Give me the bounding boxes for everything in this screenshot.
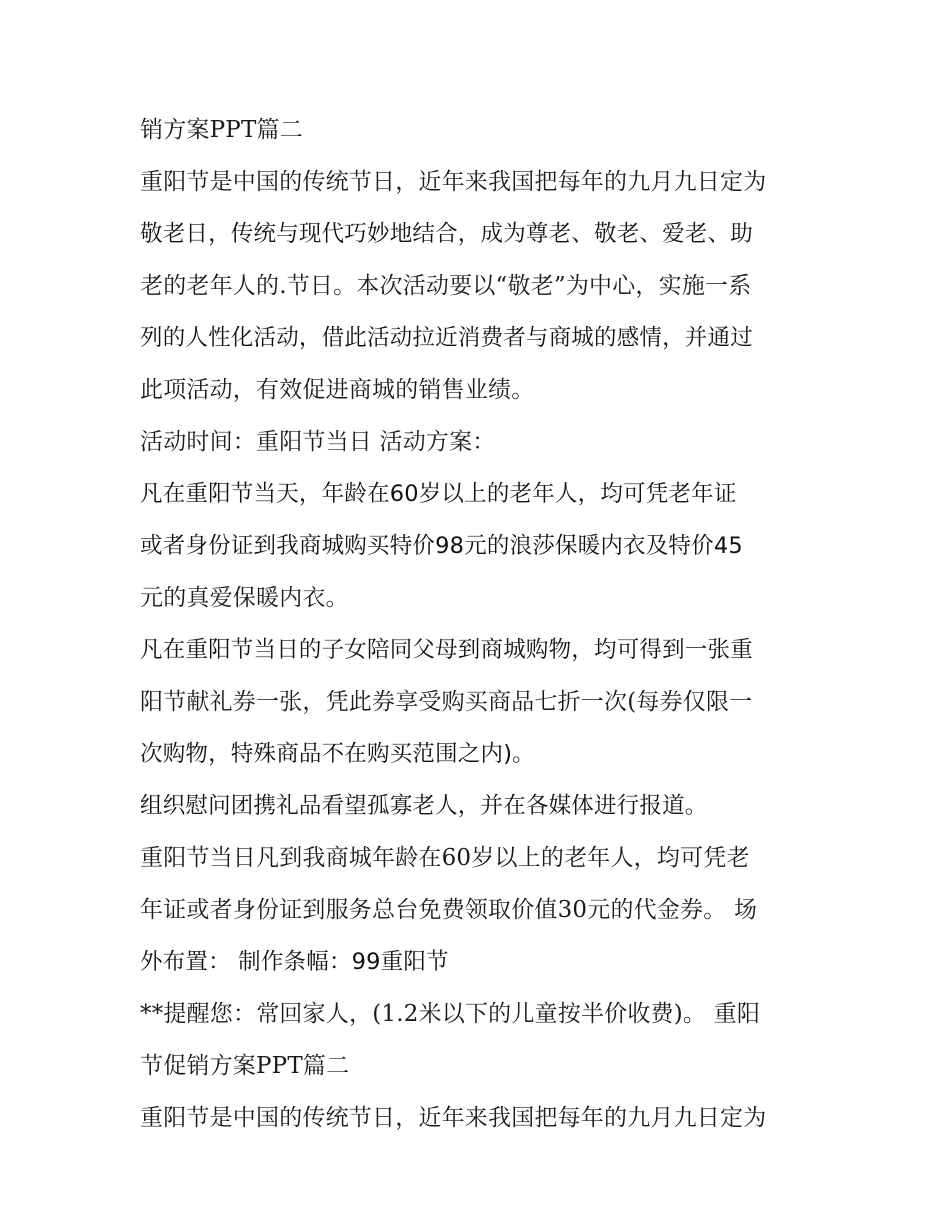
text-line-5: 列的人性化活动，借此活动拉近消费者与商城的感情，并通过 bbox=[140, 325, 753, 351]
text-line-19: 节促销方案PPT篇二 bbox=[140, 1053, 350, 1079]
text-line-18: **提醒您：常回家人，(1.2米以下的儿童按半价收费)。 重阳 bbox=[140, 1001, 761, 1027]
text-line-12: 阳节献礼券一张，凭此券享受购买商品七折一次(每券仅限一 bbox=[140, 689, 753, 715]
text-line-10: 元的真爱保暖内衣。 bbox=[140, 585, 349, 611]
text-line-16: 年证或者身份证到服务总台免费领取价值30元的代金券。 场 bbox=[140, 897, 758, 923]
text-line-3: 敬老日，传统与现代巧妙地结合，成为尊老、敬老、爱老、助 bbox=[140, 221, 753, 247]
text-line-8: 凡在重阳节当天，年龄在60岁以上的老年人，均可凭老年证 bbox=[140, 481, 737, 507]
text-line-9: 或者身份证到我商城购买特价98元的浪莎保暖内衣及特价45 bbox=[140, 533, 743, 559]
text-line-7: 活动时间：重阳节当日 活动方案： bbox=[140, 429, 496, 455]
text-line-4: 老的老年人的.节日。本次活动要以“敬老”为中心，实施一系 bbox=[140, 273, 752, 299]
text-line-20: 重阳节是中国的传统节日，近年来我国把每年的九月九日定为 bbox=[140, 1105, 767, 1131]
text-line-15: 重阳节当日凡到我商城年龄在60岁以上的老年人，均可凭老 bbox=[140, 845, 750, 871]
text-line-17: 外布置： 制作条幅：99重阳节 bbox=[140, 949, 449, 975]
text-line-1: 销方案PPT篇二 bbox=[140, 117, 303, 143]
text-line-11: 凡在重阳节当日的子女陪同父母到商城购物，均可得到一张重 bbox=[140, 637, 753, 663]
text-line-13: 次购物，特殊商品不在购买范围之内)。 bbox=[140, 741, 535, 767]
text-line-6: 此项活动，有效促进商城的销售业绩。 bbox=[140, 377, 535, 403]
document-page bbox=[140, 104, 820, 1144]
text-line-14: 组织慰问团携礼品看望孤寡老人，并在各媒体进行报道。 bbox=[140, 793, 708, 819]
text-line-2: 重阳节是中国的传统节日，近年来我国把每年的九月九日定为 bbox=[140, 169, 767, 195]
